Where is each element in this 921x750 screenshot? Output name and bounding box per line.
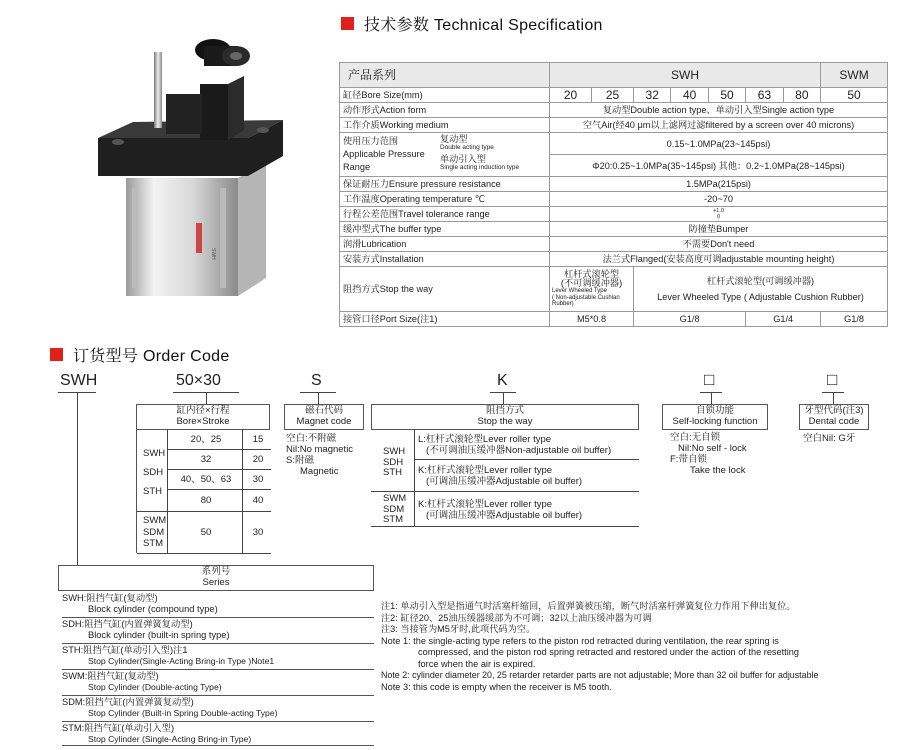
- lubrication-value: 不需要Don't need: [550, 237, 888, 252]
- port-swm-g18: G1/8: [821, 312, 888, 327]
- note-en-3: Note 3: this code is empty when the receiver is M5 tooth.: [381, 681, 612, 692]
- double-pressure-value: 0.15~1.0MPa(23~145psi): [550, 133, 888, 155]
- series-item-stm: STM:阻挡气缸(单动引入型) Stop Cylinder (Single-Acting Bring-in Type): [62, 722, 374, 746]
- medium-value: 空气Air(经40 μm以上滤网过滤filtered by a screen over 40 microns): [550, 118, 888, 133]
- stop-label: 阻挡方式Stop the way: [340, 267, 550, 312]
- magnet-code-box: 磁石代码 Magnet code: [284, 404, 364, 430]
- tolerance-value: +1.0 0: [550, 207, 888, 222]
- bore-stroke-box: 缸内径×行程 Bore×Stroke: [136, 404, 270, 430]
- order-header: 订货型号 Order Code: [50, 343, 230, 366]
- mount-value: 法兰式Flanged(安装高度可调adjustable mounting height): [550, 252, 888, 267]
- bore-50: 50: [708, 88, 745, 103]
- bore-val-1: 20、25: [190, 434, 222, 445]
- note-cn-3: 注3: 当接管为M5牙时,此项代码为空。: [381, 624, 536, 634]
- series-item-swh: SWH:阻挡气缸(复动型) Block cylinder (compound type): [62, 593, 374, 618]
- bore-80: 80: [783, 88, 820, 103]
- bore-25: 25: [592, 88, 634, 103]
- stop-option-l: L:杠杆式滚轮型Lever roller type (不可调油压缓冲器Non-adjustable oil buffer): [418, 434, 612, 456]
- stop-type-a: 杠杆式滚轮型 (不可调缓冲器) Lever Wheeled Type ( Non-adjustable Cushlan Rubber): [550, 267, 634, 312]
- note-en-2: Note 2: cylinder diameter 20, 25 retarder retarder parts are not adjustable; More than 32 oil buffer for adjustable: [381, 670, 819, 680]
- ensure-value: 1.5MPa(215psi): [550, 177, 888, 192]
- code-thread: □: [827, 370, 838, 389]
- bore-stroke-table: [136, 429, 271, 553]
- note-en-1b: compressed, and the piston rod spring retracted and restored under the action of the resetting: [418, 647, 799, 657]
- single-acting-cn: 单动引入型: [440, 154, 486, 164]
- code-magnet: S: [311, 372, 322, 389]
- bore-series-sdh: SDH: [143, 467, 164, 478]
- stop-way-table: [371, 429, 639, 527]
- note-en-1: Note 1: the single-acting type refers to the piston rod retracted during ventilation, the rear spring is: [381, 635, 779, 646]
- series-box: 系列号 Series: [58, 565, 374, 591]
- bore-series-sth: STH: [143, 486, 162, 497]
- mount-label: 安装方式Installation: [340, 252, 550, 267]
- temp-label: 工作温度Operating temperature ℃: [340, 192, 550, 207]
- bore-series-swh: SWH: [143, 448, 166, 459]
- port-g14: G1/4: [746, 312, 821, 327]
- bore-label: 缸径Bore Size(mm): [340, 88, 550, 103]
- cylinder-product-image: [88, 38, 298, 318]
- self-lock-options: 空白:无自锁 Nil:No self - lock F:带自锁 Take the lock: [670, 432, 747, 476]
- stroke-val-2: 20: [252, 454, 264, 465]
- tolerance-label: 行程公差范围Travel tolerance range: [340, 207, 550, 222]
- pressure-label-en1: Applicable Pressure: [343, 149, 425, 159]
- pressure-label-en2: Range: [343, 162, 371, 172]
- medium-label: 工作介质Working medium: [340, 118, 550, 133]
- stroke-val-3: 30: [252, 474, 264, 485]
- series-label: 产品系列: [340, 63, 550, 88]
- code-series: SWH: [60, 372, 98, 389]
- code-bore-stroke: 50×30: [176, 372, 221, 389]
- double-acting-en: Double acting type: [440, 144, 494, 151]
- buffer-value: 防撞垫Bumper: [550, 222, 888, 237]
- bore-val-5: 50: [200, 527, 212, 538]
- bore-63: 63: [746, 88, 783, 103]
- stroke-val-1: 15: [252, 434, 264, 445]
- action-value: 复动型Double action type、单动引入型Single action type: [550, 103, 888, 118]
- spec-header: 技术参数 Technical Specification: [341, 12, 603, 35]
- buffer-label: 缓冲型式The buffer type: [340, 222, 550, 237]
- magnet-options: 空白:不附磁 Nil:No magnetic S:附磁 Magnetic: [286, 433, 354, 477]
- code-stop: K: [497, 372, 508, 389]
- note-en-1c: force when the air is expired.: [418, 658, 536, 669]
- temp-value: -20~70: [550, 192, 888, 207]
- note-cn-2: 注2: 缸径20、25油压缓器缓部为不可调；32以上油压缓冲器为可调: [381, 612, 652, 623]
- series-item-sdm: SDM:阻挡气缸(内置弹簧复动型) Stop Cylinder (Built-in Spring Double-acting Type): [62, 696, 374, 722]
- ensure-label: 保证耐压力Ensure pressure resistance: [340, 177, 550, 192]
- pressure-label-cell: [340, 133, 550, 177]
- stop-type-b: 杠杆式滚轮型(可调缓冲器) Lever Wheeled Type ( Adjustable Cushion Rubber): [634, 267, 888, 312]
- port-m5: M5*0.8: [550, 312, 634, 327]
- stop-option-k2: K:杠杆式滚轮型Lever roller type (可调油压缓冲器Adjustable oil buffer): [418, 499, 583, 521]
- stop-series-2: SWM SDM STM: [383, 493, 407, 525]
- port-g18: G1/8: [634, 312, 746, 327]
- red-square-icon: [50, 348, 63, 361]
- note-cn-1: 注1: 单动引入型是指通气时活塞杆缩回，后置弹簧被压缩，断气时活塞杆弹簧复位力作用下伸出复位。: [381, 601, 796, 611]
- swm-header: SWM: [821, 63, 888, 88]
- action-label: 动作形式Action form: [340, 103, 550, 118]
- bore-32: 32: [634, 88, 671, 103]
- bore-series-swm-group: SWM SDM STM: [143, 515, 167, 549]
- series-item-sdh: SDH:阻挡气缸(内置弹簧复动型) Block cylinder (built-in spring type): [62, 618, 374, 644]
- cylinder-label-text: SWH: [210, 248, 216, 260]
- self-lock-box: 自锁功能 Self-locking function: [662, 404, 768, 430]
- red-square-icon: [341, 17, 354, 30]
- bore-20: 20: [550, 88, 592, 103]
- port-label: 接管口径Port Size(注1): [340, 312, 550, 327]
- single-acting-en: Single acting induction type: [440, 164, 520, 171]
- pressure-label-cn: 使用压力范围: [343, 136, 399, 146]
- bore-swm-50: 50: [821, 88, 888, 103]
- notes: [381, 601, 818, 693]
- swh-header: SWH: [550, 63, 821, 88]
- bore-val-2: 32: [200, 454, 212, 465]
- single-pressure-value: Φ20:0.25~1.0MPa(35~145psi) 其他：0.2~1.0MPa(28~145psi): [550, 155, 888, 177]
- stop-way-box: 阻挡方式 Stop the way: [371, 404, 639, 430]
- stroke-val-4: 40: [252, 495, 264, 506]
- stop-option-k1: K:杠杆式滚轮型Lever roller type (可调油压缓冲器Adjustable oil buffer): [418, 465, 583, 487]
- bore-val-3: 40、50、63: [180, 474, 232, 485]
- double-acting-cn: 复动型: [440, 134, 468, 144]
- stop-series-1: SWH SDH STH: [383, 446, 406, 478]
- bore-val-4: 80: [200, 495, 212, 506]
- code-lock: □: [704, 370, 715, 389]
- series-item-sth: STH:阻挡气缸(单动引入型)注1 Stop Cylinder(Single-Acting Bring-in Type )Note1: [62, 644, 374, 670]
- lubrication-label: 润滑Lubrication: [340, 237, 550, 252]
- spec-table: [339, 62, 888, 327]
- stroke-val-5: 30: [252, 527, 264, 538]
- dental-option: 空白Nil: G牙: [803, 433, 856, 444]
- bore-40: 40: [671, 88, 708, 103]
- series-list: [62, 593, 374, 746]
- series-item-swm: SWM:阻挡气缸(复动型) Stop Cylinder (Double-acting Type): [62, 670, 374, 696]
- dental-code-box: 牙型代码(注3) Dental code: [799, 404, 869, 430]
